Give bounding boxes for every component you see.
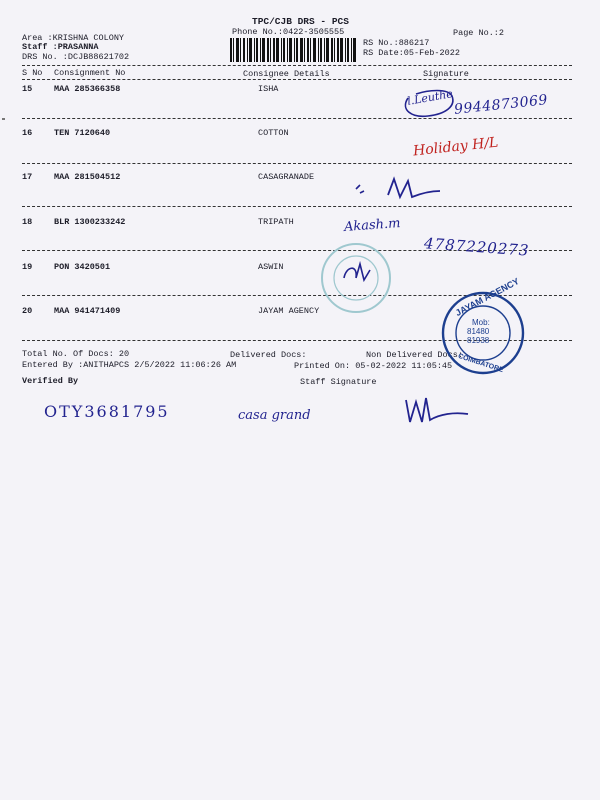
- row-consignee: CASAGRANADE: [258, 172, 315, 182]
- table-row: [0, 128, 600, 140]
- table-row: [0, 84, 600, 96]
- handwritten-name-row15: l.Leuthe: [406, 87, 454, 108]
- table-row: [0, 172, 600, 184]
- row-consignee: COTTON: [258, 128, 289, 138]
- rs-date: RS Date:05-Feb-2022: [363, 48, 460, 58]
- handwritten-verified-code: OTY3681795: [44, 402, 170, 421]
- divider-line: [22, 118, 572, 119]
- row-consignment: MAA 281504512: [54, 172, 121, 182]
- rs-number: RS No.:886217: [363, 38, 430, 48]
- row-consignee: JAYAM AGENCY: [258, 306, 320, 316]
- row-sno: 17: [22, 172, 33, 182]
- staff-signature-label: Staff Signature: [300, 377, 377, 387]
- row-consignee: ISHA: [258, 84, 279, 94]
- staff-signature-mark: [396, 392, 476, 428]
- stamp-city: COIMBATORE: [457, 352, 505, 375]
- barcode-image: [230, 38, 356, 62]
- page-number: Page No.:2: [453, 28, 505, 38]
- stamp-agency-name: JAYAM AGENCY: [453, 276, 521, 318]
- handwritten-note-row16: Holiday H/L: [412, 134, 500, 160]
- column-signature: Signature: [423, 69, 469, 79]
- row-consignee: TRIPATH: [258, 217, 294, 227]
- scan-speck: [2, 118, 5, 120]
- row-consignment: BLR 1300233242: [54, 217, 126, 227]
- staff-label: Staff :PRASANNA: [22, 42, 99, 52]
- handwritten-verified-note: casa grand: [238, 408, 311, 423]
- row-sno: 16: [22, 128, 33, 138]
- handwritten-phone-row15: 9944873069: [453, 92, 549, 118]
- delivered-docs: Delivered Docs:: [230, 350, 307, 360]
- entered-by: Entered By :ANITHAPCS 2/5/2022 11:06:26 AM: [22, 360, 237, 370]
- printed-on: Printed On: 05-02-2022 11:05:45: [294, 361, 453, 371]
- row-consignment: PON 3420501: [54, 262, 111, 272]
- handwritten-phone-row18: 4787220273: [423, 234, 530, 260]
- divider-line: [22, 206, 572, 207]
- stamp-mob-number-2: 81938: [467, 336, 490, 345]
- column-consignment: Consignment No: [54, 68, 126, 78]
- row-consignment: MAA 941471409: [54, 306, 121, 316]
- row-sno: 19: [22, 262, 33, 272]
- area-label: Area :KRISHNA COLONY: [22, 33, 125, 43]
- divider-line: [22, 79, 572, 80]
- column-sno: S No: [22, 68, 43, 78]
- divider-line: [22, 65, 572, 66]
- table-row: [0, 262, 600, 274]
- verified-by-label: Verified By: [22, 376, 79, 386]
- stamp-mob-label: Mob:: [472, 318, 490, 327]
- drs-number: DRS No. :DCJB88621702: [22, 52, 130, 62]
- divider-line: [22, 163, 572, 164]
- phone-number: Phone No.:0422-3505555: [232, 27, 345, 37]
- non-delivered-docs: Non Delivered Docs:: [366, 350, 463, 360]
- row-consignment: MAA 285366358: [54, 84, 121, 94]
- row-sno: 20: [22, 306, 33, 316]
- signature-row17: [352, 175, 442, 205]
- document-title: TPC/CJB DRS - PCS: [252, 16, 349, 27]
- stamp-mob-number-1: 81480: [467, 327, 490, 336]
- row-consignee: ASWIN: [258, 262, 284, 272]
- handwritten-name-row18: Akash.m: [343, 216, 401, 235]
- total-docs: Total No. Of Docs: 20: [22, 349, 130, 359]
- row-consignment: TEN 7120640: [54, 128, 111, 138]
- signature-row19: [338, 258, 378, 290]
- row-sno: 18: [22, 217, 33, 227]
- row-sno: 15: [22, 84, 33, 94]
- column-consignee: Consignee Details: [243, 69, 330, 79]
- table-row: [0, 217, 600, 229]
